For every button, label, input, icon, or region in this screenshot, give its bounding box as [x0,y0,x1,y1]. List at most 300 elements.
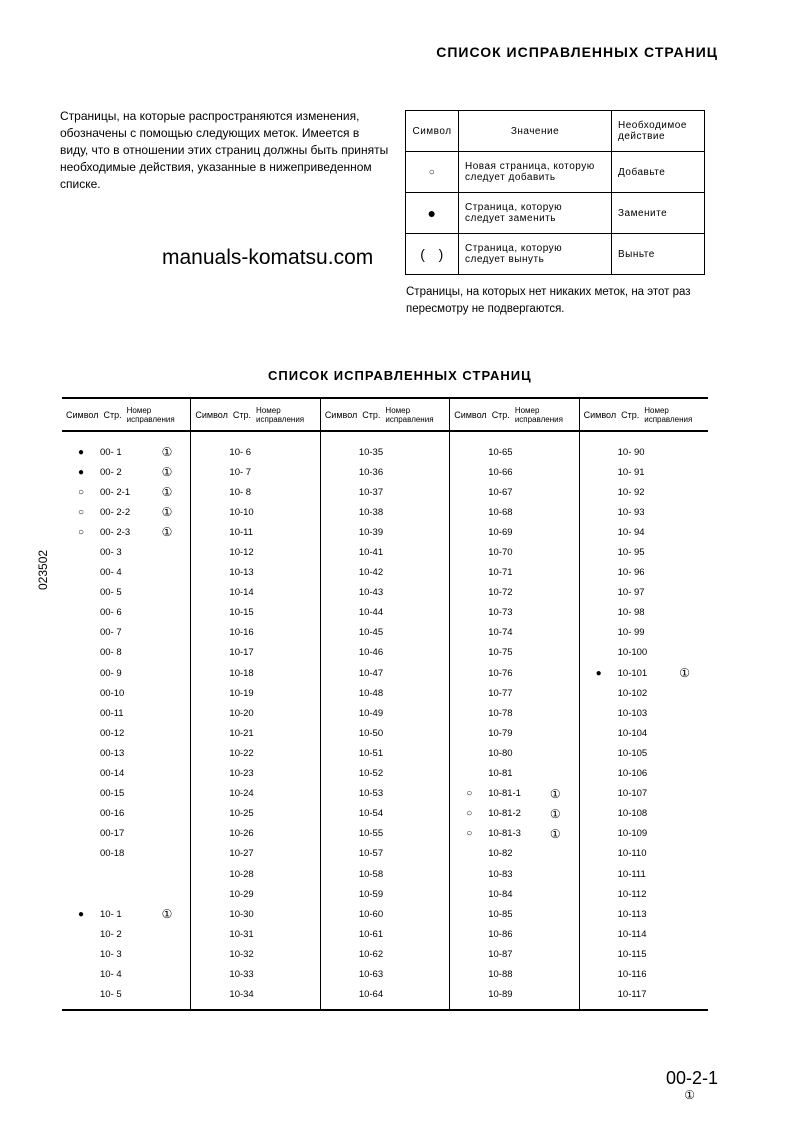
row-page: 10-65 [488,446,513,458]
legend-table [405,110,705,275]
table-row [191,542,319,562]
table-row [321,844,449,864]
table-row [450,723,578,743]
row-page: 10-77 [488,687,513,699]
table-row [450,643,578,663]
table-row [450,743,578,763]
table-row [321,603,449,623]
table-row [62,944,190,964]
table-row [62,542,190,562]
table-row [191,904,319,924]
row-page: 10-72 [488,587,513,599]
row-page: 00-10 [100,687,125,699]
row-revision: ① [549,826,561,841]
table-row [191,964,319,984]
row-page: 10-117 [617,989,647,1001]
table-row [580,703,708,723]
header-revision: Номер исправления [256,405,305,424]
row-revision: ① [161,505,173,520]
table-row [580,563,708,583]
table-row [450,462,578,482]
table-row [580,884,708,904]
row-symbol: ● [77,908,85,920]
row-page: 10-63 [358,968,384,980]
row-page: 10-105 [617,747,648,759]
row-symbol: ○ [77,506,85,518]
row-page: 10-107 [617,788,648,800]
row-symbol: ● [595,667,602,679]
row-symbol: ● [77,446,85,458]
table-row [62,884,190,904]
table-row [580,522,708,542]
table-row [580,482,708,502]
table-row [450,542,578,562]
row-page: 10- 94 [617,526,645,538]
legend-meaning: Страница, которую следует заменить [459,193,612,234]
row-symbol: ● [77,466,85,478]
table-row [191,462,319,482]
row-page: 10-116 [617,968,647,980]
row-page: 10- 8 [229,486,252,498]
row-revision: ① [161,465,173,480]
row-page: 00-11 [100,707,124,719]
table-row [321,723,449,743]
table-row [191,663,319,683]
row-page: 10- 95 [617,547,645,559]
table-row [62,482,190,502]
row-page: 10-26 [229,828,254,840]
table-row [450,864,578,884]
legend-action: Выньте [612,234,705,275]
list-column [62,399,190,1009]
row-page: 10-112 [617,888,647,900]
table-row [62,864,190,884]
table-row [450,764,578,784]
column-header [580,399,708,432]
row-symbol: ○ [466,808,473,820]
table-row [62,623,190,643]
header-page: Стр. [103,409,122,420]
row-page: 10-111 [617,868,646,880]
row-page: 10-81-2 [488,808,521,820]
row-page: 10-13 [229,567,254,579]
table-row [450,924,578,944]
table-row [191,764,319,784]
header-revision: Номер исправления [385,405,434,424]
table-row [321,964,449,984]
table-row [321,583,449,603]
table-row [580,964,708,984]
row-page: 00- 2-3 [100,526,131,538]
table-row [191,603,319,623]
row-page: 10-110 [617,848,647,860]
table-row [450,502,578,522]
row-page: 00- 2-1 [100,486,131,498]
table-row [321,522,449,542]
row-page: 10-47 [358,667,384,679]
table-row [450,583,578,603]
row-page: 10-83 [488,868,513,880]
table-row [580,542,708,562]
row-page: 10-81-1 [488,788,521,800]
row-page: 10-35 [358,446,384,458]
row-page: 10-88 [488,968,513,980]
table-row [62,442,190,462]
row-page: 00-12 [100,727,125,739]
table-row [62,985,190,1005]
row-page: 10-113 [617,908,647,920]
list-column [320,399,449,1009]
header-symbol: Символ [324,409,358,420]
table-row [580,683,708,703]
row-page: 10-80 [488,747,513,759]
row-page: 10-101 [617,667,648,679]
table-row [321,703,449,723]
header-revision: Номер исправления [126,405,175,424]
row-page: 10-106 [617,768,648,780]
row-page: 10-39 [358,526,384,538]
table-row [62,643,190,663]
table-row [450,844,578,864]
table-row [321,944,449,964]
row-page: 10- 2 [100,928,122,940]
row-page: 10-50 [358,727,384,739]
table-row [191,944,319,964]
row-page: 10-32 [229,948,254,960]
watermark: manuals-komatsu.com [162,246,374,269]
legend-meaning: Новая страница, которую следует добавить [459,152,612,193]
row-page: 10-102 [617,687,648,699]
table-row [191,643,319,663]
table-row [321,643,449,663]
table-row [62,603,190,623]
row-page: 10-27 [229,848,254,860]
table-row [580,623,708,643]
row-page: 10-78 [488,707,513,719]
row-page: 10-60 [358,908,384,920]
row-page: 10- 92 [617,486,645,498]
row-revision: ① [161,445,173,460]
list-title: СПИСОК ИСПРАВЛЕННЫХ СТРАНИЦ [268,368,532,383]
row-page: 10-43 [358,587,384,599]
row-page: 10-109 [617,828,648,840]
row-page: 10-73 [488,607,513,619]
table-row [580,824,708,844]
row-page: 10-36 [358,466,384,478]
table-row [62,743,190,763]
table-row [450,482,578,502]
row-page: 10-41 [358,547,384,559]
header-page: Стр. [362,409,381,420]
header-revision: Номер исправления [514,405,563,424]
row-page: 10-84 [488,888,513,900]
table-row [191,703,319,723]
column-header [450,399,578,432]
table-row [191,784,319,804]
table-row [450,563,578,583]
table-row [321,683,449,703]
header-symbol: Символ [454,409,487,420]
row-page: 10-23 [229,768,254,780]
row-page: 10-53 [358,788,384,800]
row-page: 10-69 [488,526,513,538]
row-page: 00- 3 [100,547,122,559]
table-row [62,844,190,864]
table-row [580,864,708,884]
header-symbol: Символ [195,409,228,420]
column-header [321,399,449,432]
table-row [321,864,449,884]
row-page: 10- 5 [100,989,122,1001]
row-page: 10-64 [358,989,384,1001]
table-row [62,824,190,844]
table-row [321,985,449,1005]
row-page: 10-114 [617,928,647,940]
table-row [580,643,708,663]
row-symbol: ○ [77,526,85,538]
row-page: 10-104 [617,727,648,739]
row-page: 10-24 [229,788,254,800]
table-row [321,804,449,824]
table-row [321,663,449,683]
table-row [321,743,449,763]
row-page: 10-61 [358,928,384,940]
table-row [580,502,708,522]
table-row [450,663,578,683]
row-revision: ① [549,786,561,801]
row-page: 10-17 [229,647,254,659]
header-page: Стр. [232,409,252,420]
table-row [450,944,578,964]
legend-symbol: ● [406,193,459,234]
table-row [580,663,708,683]
table-row [62,804,190,824]
table-row [62,683,190,703]
row-page: 10-34 [229,989,254,1001]
table-row [191,583,319,603]
row-page: 00- 5 [100,587,122,599]
row-page: 10-52 [358,768,384,780]
header-page: Стр. [621,409,640,420]
table-row [580,944,708,964]
row-page: 10-51 [358,747,384,759]
table-row [321,884,449,904]
row-page: 10-67 [488,486,513,498]
page-number: 00-2-1 [665,1068,718,1088]
header-revision: Номер исправления [644,405,693,424]
row-page: 10-70 [488,547,513,559]
row-page: 10-21 [229,727,254,739]
row-page: 10-59 [358,888,384,900]
table-row [321,482,449,502]
row-page: 10-108 [617,808,648,820]
table-row [62,522,190,542]
table-row [580,743,708,763]
row-page: 00- 4 [100,567,122,579]
row-revision: ① [161,907,173,922]
row-symbol: ○ [77,486,85,498]
row-page: 10- 6 [229,446,252,458]
table-row [321,623,449,643]
row-page: 10-89 [488,989,513,1001]
row-page: 10-103 [617,707,648,719]
list-column [190,399,319,1009]
table-row [191,482,319,502]
row-page: 10-54 [358,808,384,820]
row-page: 10- 90 [617,446,645,458]
table-row [450,442,578,462]
table-row [191,442,319,462]
row-page: 10-12 [229,547,254,559]
header-page: Стр. [491,409,510,420]
row-page: 10- 97 [617,587,645,599]
table-row [321,784,449,804]
table-row [62,583,190,603]
row-page: 10-75 [488,647,513,659]
page-revision-mark: ① [684,1088,695,1102]
row-page: 10-33 [229,968,254,980]
table-row [580,462,708,482]
table-row [62,663,190,683]
row-page: 10-86 [488,928,513,940]
table-row [580,723,708,743]
row-page: 10- 1 [100,908,122,920]
legend-meaning: Страница, которую следует вынуть [459,234,612,275]
table-row [321,462,449,482]
table-row [580,442,708,462]
row-page: 10-15 [229,607,254,619]
row-page: 10-10 [229,506,254,518]
row-page: 00-13 [100,747,125,759]
table-row [321,442,449,462]
legend-symbol: ( ) [406,234,459,275]
table-row [62,462,190,482]
table-row [580,924,708,944]
row-page: 00-17 [100,828,125,840]
table-row [580,844,708,864]
table-row [321,924,449,944]
table-row [191,804,319,824]
row-page: 10-19 [229,687,254,699]
legend-action: Добавьте [612,152,705,193]
table-row [191,743,319,763]
row-revision: ① [679,666,690,681]
row-page: 00-14 [100,768,125,780]
table-row [62,764,190,784]
row-page: 10-25 [229,808,254,820]
list-column [449,399,578,1009]
row-page: 10-42 [358,567,384,579]
row-page: 10- 93 [617,506,645,518]
column-header [62,399,190,432]
table-row [191,884,319,904]
table-row [62,563,190,583]
row-page: 10-81-3 [488,828,521,840]
table-row [191,924,319,944]
table-row [191,864,319,884]
row-page: 00- 7 [100,627,122,639]
row-page: 10-57 [358,848,384,860]
table-row [450,904,578,924]
table-row [450,964,578,984]
table-row [580,764,708,784]
row-page: 10-66 [488,466,513,478]
legend-header: Значение [459,111,612,152]
row-page: 10-38 [358,506,384,518]
table-row [450,985,578,1005]
column-header [191,399,319,432]
row-page: 00- 2-2 [100,506,131,518]
table-row [191,985,319,1005]
row-page: 10- 98 [617,607,645,619]
row-page: 00- 9 [100,667,122,679]
table-row [580,603,708,623]
row-page: 10-20 [229,707,254,719]
table-row [62,784,190,804]
row-page: 00- 8 [100,647,122,659]
table-row [450,804,578,824]
table-row [191,683,319,703]
row-page: 10-45 [358,627,384,639]
row-page: 10-11 [229,526,253,538]
table-row [62,723,190,743]
row-page: 10-115 [617,948,647,960]
table-row [191,844,319,864]
table-row [321,542,449,562]
table-row [450,683,578,703]
row-page: 10-82 [488,848,513,860]
table-row [62,924,190,944]
table-row [321,904,449,924]
table-row [321,824,449,844]
row-page: 10-14 [229,587,254,599]
table-row [580,784,708,804]
table-row [62,964,190,984]
row-page: 10-48 [358,687,384,699]
row-page: 10-79 [488,727,513,739]
table-row [191,502,319,522]
table-row [191,723,319,743]
table-row [580,583,708,603]
header-symbol: Символ [66,409,99,420]
table-row [62,703,190,723]
row-symbol: ○ [466,788,473,800]
row-page: 10-74 [488,627,513,639]
row-page: 10-58 [358,868,384,880]
table-row [450,522,578,542]
table-row [450,703,578,723]
row-page: 10- 96 [617,567,645,579]
header-symbol: Символ [583,409,617,420]
table-row [191,563,319,583]
revised-pages-list [62,397,708,1011]
intro-text: Страницы, на которые распространяются изменения, обозначены с помощью следующих меток. Имеется в виду, что в отношении этих страниц должны быть приняты необходимые действия, указанные в нижеприведенном списке. [60,109,389,191]
row-page: 00-15 [100,788,125,800]
table-row [62,502,190,522]
row-page: 10- 7 [229,466,252,478]
table-row [321,764,449,784]
row-page: 10-31 [229,928,254,940]
row-page: 10-100 [617,647,648,659]
row-page: 10-22 [229,747,254,759]
row-page: 10-68 [488,506,513,518]
row-page: 10-30 [229,908,254,920]
row-page: 10-16 [229,627,254,639]
row-page: 10-37 [358,486,384,498]
row-page: 00- 2 [100,466,122,478]
row-revision: ① [161,525,173,540]
table-row [450,603,578,623]
